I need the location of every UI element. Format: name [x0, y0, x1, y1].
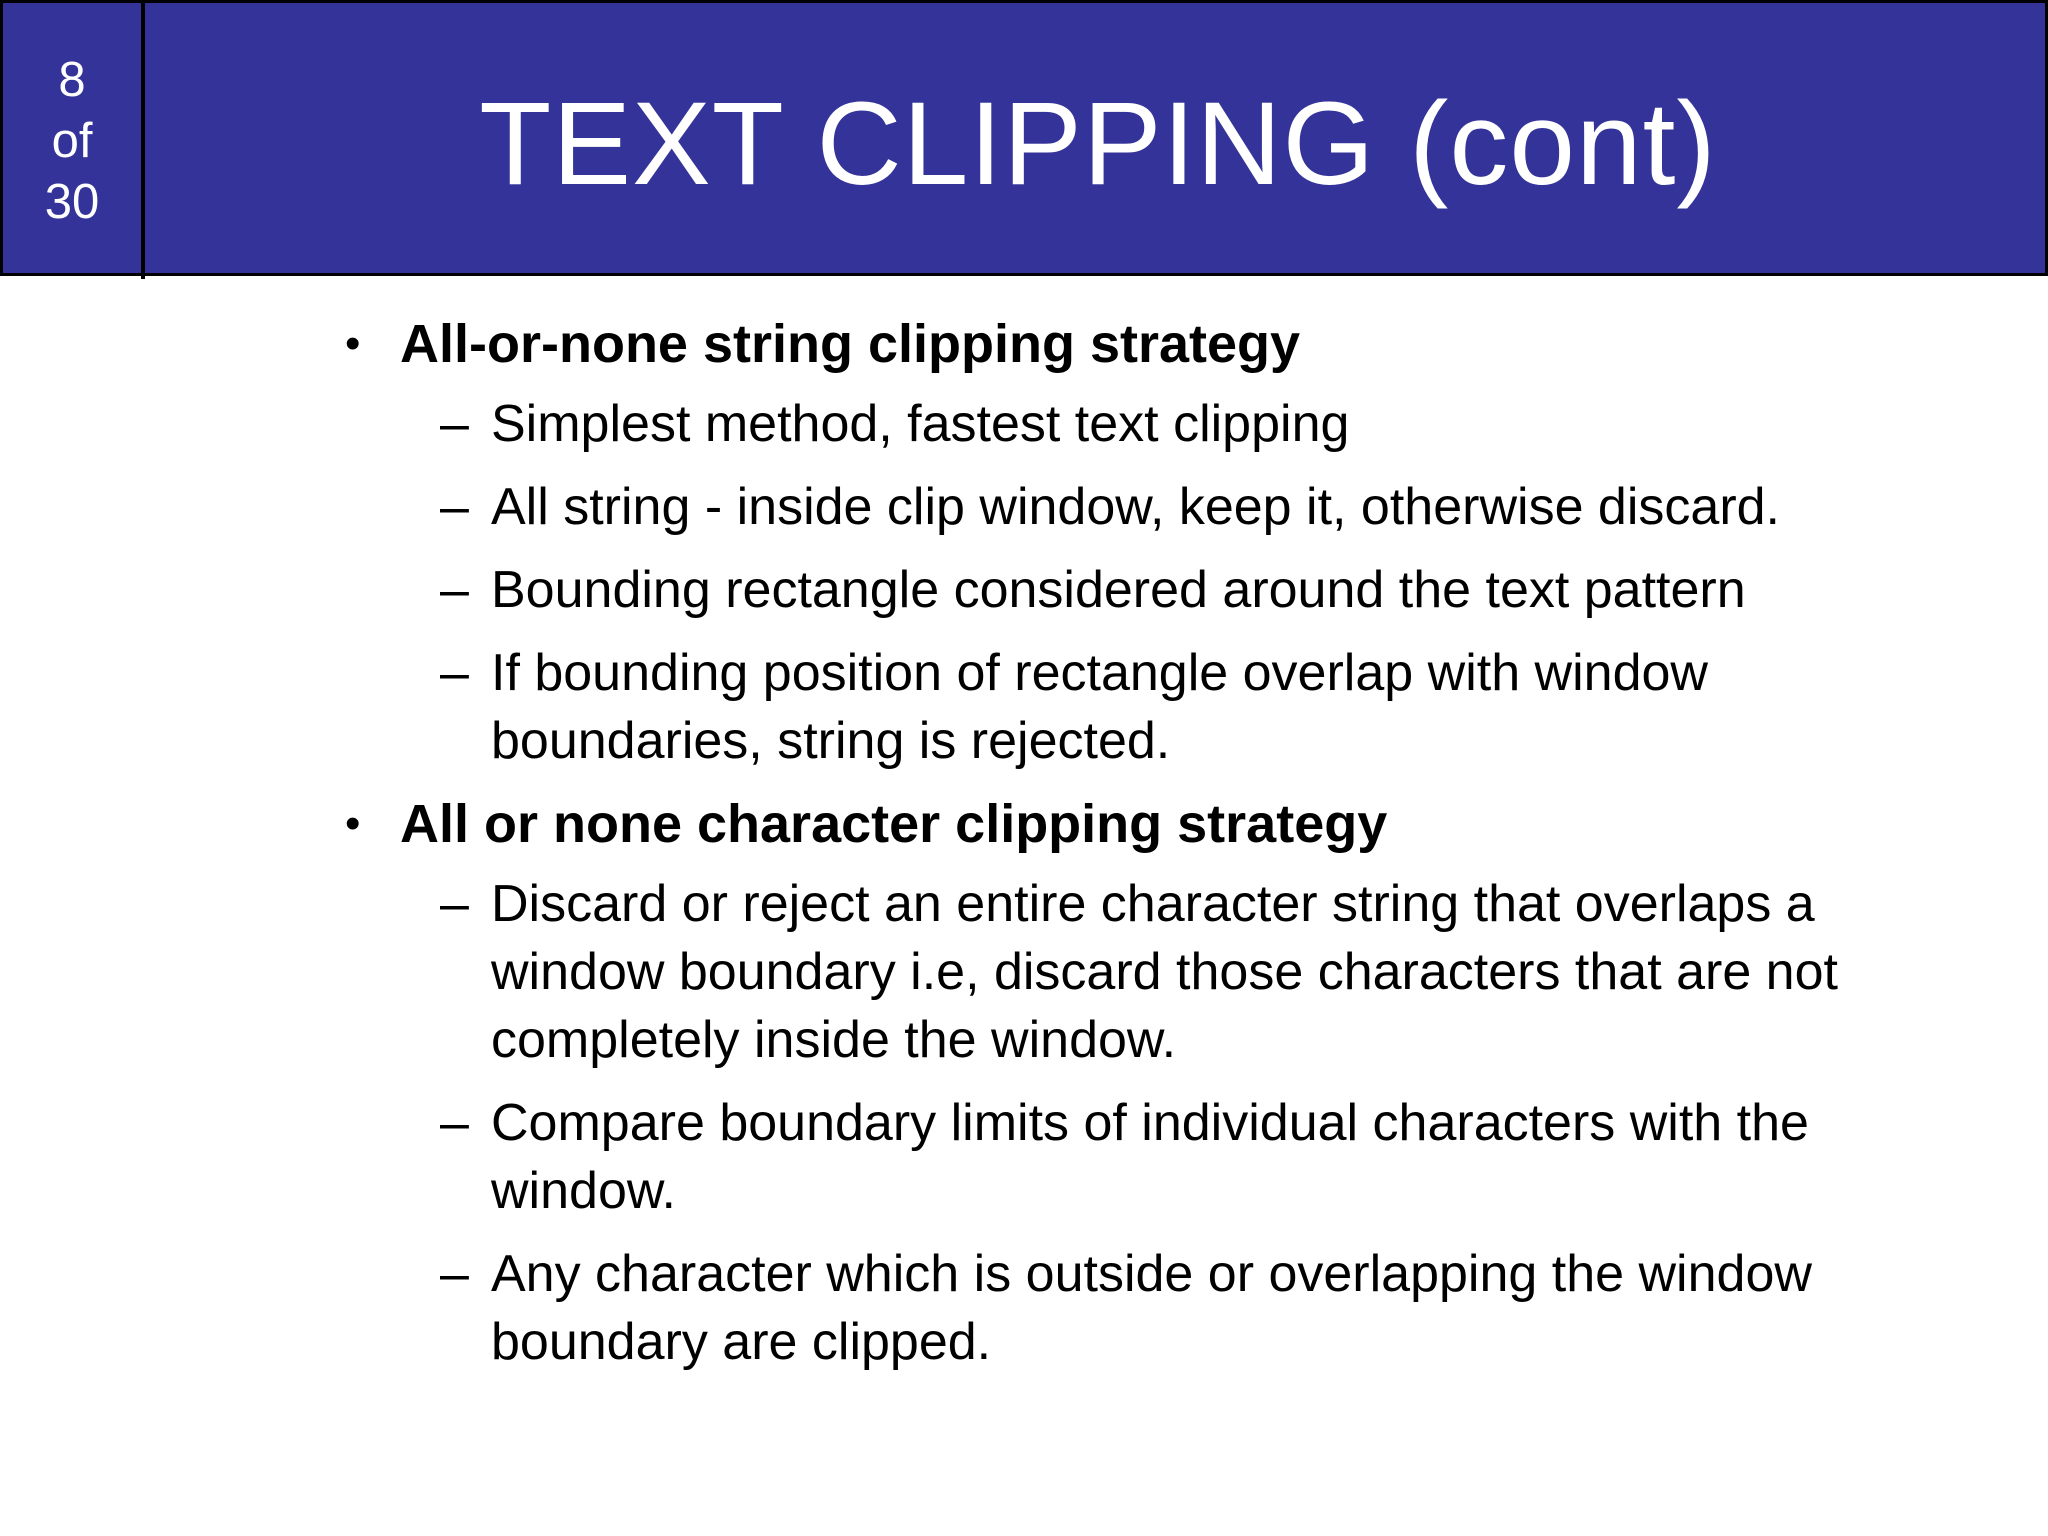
sub-bullet-item	[345, 870, 1991, 1074]
sub-bullet-item	[345, 639, 1991, 775]
sub-bullet-list	[345, 870, 1985, 1376]
dash-icon: –	[440, 478, 469, 536]
bullet-heading	[345, 310, 1985, 378]
sub-bullet-text: Simplest method, fastest text clipping	[491, 395, 1350, 453]
section-string-clipping	[345, 310, 1985, 775]
page-of-label: of	[51, 113, 93, 168]
sub-bullet-item	[345, 473, 1991, 541]
bullet-icon: •	[345, 799, 361, 848]
sub-bullet-item	[345, 1089, 1991, 1225]
title-bar	[0, 0, 2048, 276]
sub-bullet-text: Discard or reject an entire character string that overlaps a window boundary i.e, discard those characters that are not completely inside the window.	[491, 875, 1838, 1069]
sub-bullet-item	[345, 1240, 1991, 1376]
dash-icon: –	[440, 1094, 469, 1152]
sub-bullet-item	[345, 390, 1991, 458]
dash-icon: –	[440, 644, 469, 702]
dash-icon: –	[440, 561, 469, 619]
page-current: 8	[58, 52, 86, 107]
slide-title: TEXT CLIPPING (cont)	[479, 78, 1717, 210]
sub-bullet-text: If bounding position of rectangle overlap with window boundaries, string is rejected.	[491, 644, 1708, 770]
sub-bullet-text: All string - inside clip window, keep it, otherwise discard.	[491, 478, 1781, 536]
sub-bullet-list	[345, 390, 1985, 775]
dash-icon: –	[440, 395, 469, 453]
sub-bullet-item	[345, 556, 1991, 624]
bullet-heading	[345, 790, 1985, 858]
dash-icon: –	[440, 1245, 469, 1303]
page-counter	[3, 3, 145, 279]
slide-content	[345, 310, 1985, 1391]
sub-bullet-text: Compare boundary limits of individual characters with the window.	[491, 1094, 1809, 1220]
sub-bullet-text: Bounding rectangle considered around the text pattern	[491, 561, 1746, 619]
sub-bullet-text: Any character which is outside or overlapping the window boundary are clipped.	[491, 1245, 1812, 1371]
bullet-heading-text: All-or-none string clipping strategy	[400, 314, 1301, 374]
page-total: 30	[44, 174, 100, 229]
dash-icon: –	[440, 875, 469, 933]
bullet-heading-text: All or none character clipping strategy	[400, 794, 1388, 854]
section-character-clipping	[345, 790, 1985, 1376]
bullet-icon: •	[345, 319, 361, 368]
